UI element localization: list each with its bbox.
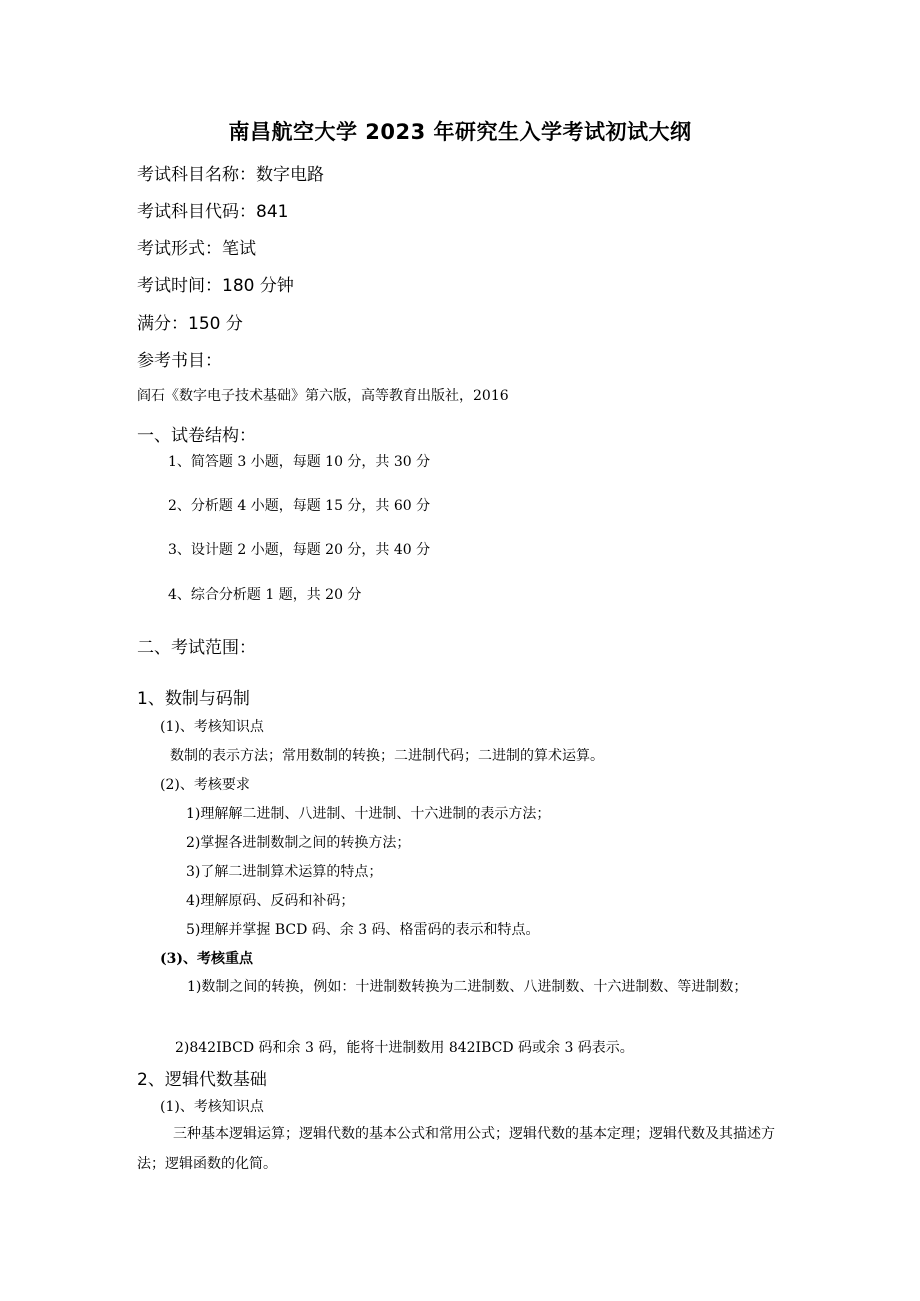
section-title: 1、数制与码制 (137, 689, 250, 709)
requirements-label: (2)、考核要求 (160, 777, 250, 793)
exam-form: 考试形式：笔试 (137, 239, 256, 259)
knowledge-text: 数制的表示方法；常用数制的转换；二进制代码；二进制的算术运算。 (170, 748, 604, 764)
structure-item: 3、设计题 2 小题，每题 20 分，共 40 分 (168, 542, 431, 558)
requirement-item: 2)掌握各进制数制之间的转换方法； (186, 835, 411, 851)
knowledge-label: (1)、考核知识点 (160, 719, 264, 735)
subject-code: 考试科目代码：841 (137, 202, 289, 222)
requirement-item: 3)了解二进制算术运算的特点； (186, 864, 383, 880)
structure-item: 1、简答题 3 小题，每题 10 分，共 30 分 (168, 454, 431, 470)
scope-heading: 二、考试范围： (137, 638, 256, 658)
structure-item: 4、综合分析题 1 题，共 20 分 (168, 587, 362, 603)
structure-item: 2、分析题 4 小题，每题 15 分，共 60 分 (168, 498, 431, 514)
references-label: 参考书目： (137, 351, 222, 371)
requirement-item: 5)理解并掌握 BCD 码、余 3 码、格雷码的表示和特点。 (186, 922, 540, 938)
requirement-item: 4)理解原码、反码和补码； (186, 893, 355, 909)
knowledge-text: 三种基本逻辑运算；逻辑代数的基本公式和常用公式；逻辑代数的基本定理；逻辑代数及其描述方法；逻辑函数的化简。 (137, 1126, 775, 1172)
structure-heading: 一、试卷结构： (137, 426, 256, 446)
reference-book: 阎石《数字电子技术基础》第六版，高等教育出版社，2016 (137, 388, 509, 404)
key-point-item: 1)数制之间的转换，例如：十进制数转换为二进制数、八进制数、十六进制数、等进制数； (187, 979, 748, 995)
full-score: 满分：150 分 (137, 314, 243, 334)
key-point-item: 2)842IBCD 码和余 3 码，能将十进制数用 842IBCD 码或余 3 码表示。 (175, 1040, 634, 1056)
exam-time: 考试时间：180 分钟 (137, 276, 294, 296)
requirement-item: 1)理解解二进制、八进制、十进制、十六进制的表示方法； (186, 806, 551, 822)
subject-name: 考试科目名称：数字电路 (137, 165, 324, 185)
key-points-label: (3)、考核重点 (160, 951, 253, 967)
knowledge-label: (1)、考核知识点 (160, 1099, 264, 1115)
page-title: 南昌航空大学 2023 年研究生入学考试初试大纲 (228, 120, 692, 144)
section-title: 2、逻辑代数基础 (137, 1070, 267, 1090)
